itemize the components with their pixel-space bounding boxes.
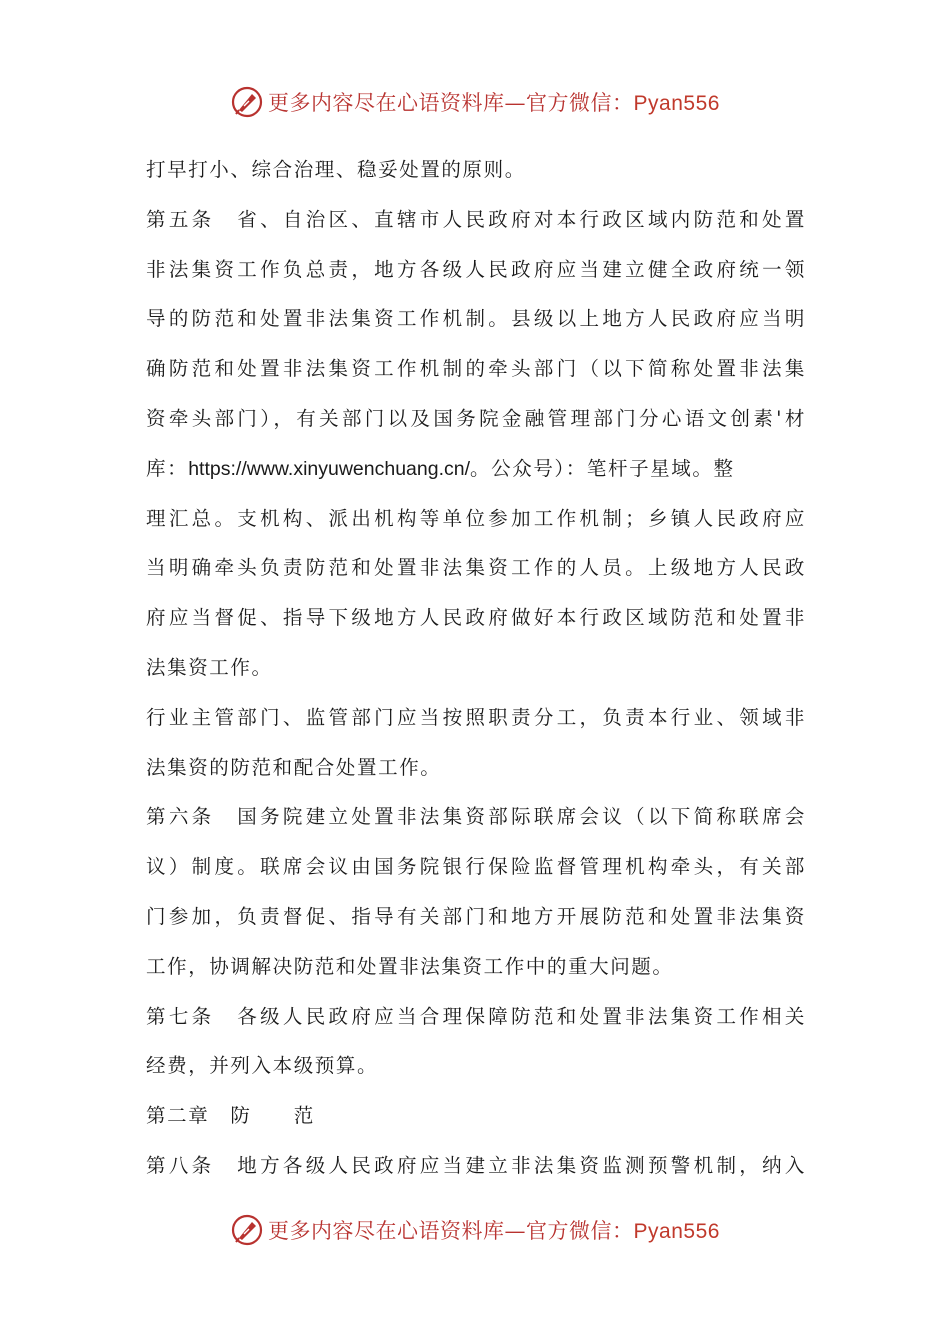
text-line: 打早打小、综合治理、稳妥处置的原则。 [146, 158, 526, 181]
text-line: 议）制度。联席会议由国务院银行保险监督管理机构牵头，有关部 [146, 855, 806, 879]
footer-banner [0, 1206, 950, 1254]
text-line: 确防范和处置非法集资工作机制的牵头部门（以下简称处置非法集 [146, 357, 806, 381]
text-line: 行业主管部门、监管部门应当按照职责分工，负责本行业、领域非 [146, 705, 806, 729]
text-line: 导的防范和处置非法集资工作机制。县级以上地方人民政府应当明 [146, 307, 806, 331]
header-banner-label: 更多内容尽在心语资料库—官方微信： [268, 91, 634, 115]
text-line: 法集资工作。 [146, 655, 273, 679]
text-line: 府应当督促、指导下级地方人民政府做好本行政区域防范和处置非 [146, 606, 806, 630]
pen-nib-logo-icon [230, 1213, 264, 1247]
website-link[interactable]: https://www.xinyuwenchuang.cn/ [188, 457, 471, 480]
text-line-with-url [146, 444, 806, 494]
text-line: 第七条 各级人民政府应当合理保障防范和处置非法集资工作相关 [146, 1004, 806, 1028]
text-line: 法集资的防范和配合处置工作。 [146, 755, 442, 779]
footer-wechat-id: Pyan556 [633, 1220, 720, 1243]
text-line: 门参加，负责督促、指导有关部门和地方开展防范和处置非法集资 [146, 904, 806, 928]
chapter-heading: 第二章 防 范 [146, 1104, 315, 1128]
text-line: 经费，并列入本级预算。 [146, 1054, 379, 1078]
text-fragment: 库： [146, 456, 189, 480]
text-line: 资牵头部门），有关部门以及国务院金融管理部门分心语文创素'材 [146, 406, 806, 430]
text-line: 当明确牵头负责防范和处置非法集资工作的人员。上级地方人民政 [146, 556, 806, 580]
header-banner [0, 78, 950, 126]
text-line: 非法集资工作负总责，地方各级人民政府应当建立健全政府统一领 [146, 257, 806, 281]
text-line: 理汇总。支机构、派出机构等单位参加工作机制；乡镇人民政府应 [146, 506, 806, 530]
text-line: 第五条 省、自治区、直辖市人民政府对本行政区域内防范和处置 [146, 207, 806, 231]
text-fragment: 。公众号）：笔杆子星域。整 [470, 456, 735, 480]
footer-banner-text [268, 1215, 720, 1245]
header-banner-text [268, 87, 720, 117]
footer-banner-label: 更多内容尽在心语资料库—官方微信： [268, 1219, 634, 1243]
text-line: 工作，协调解决防范和处置非法集资工作中的重大问题。 [146, 954, 674, 978]
text-line: 第八条 地方各级人民政府应当建立非法集资监测预警机制，纳入 [146, 1153, 806, 1177]
header-wechat-id: Pyan556 [633, 92, 720, 115]
pen-nib-logo-icon [230, 85, 264, 119]
document-body [146, 145, 806, 1191]
text-line: 第六条 国务院建立处置非法集资部际联席会议（以下简称联席会 [146, 805, 806, 829]
